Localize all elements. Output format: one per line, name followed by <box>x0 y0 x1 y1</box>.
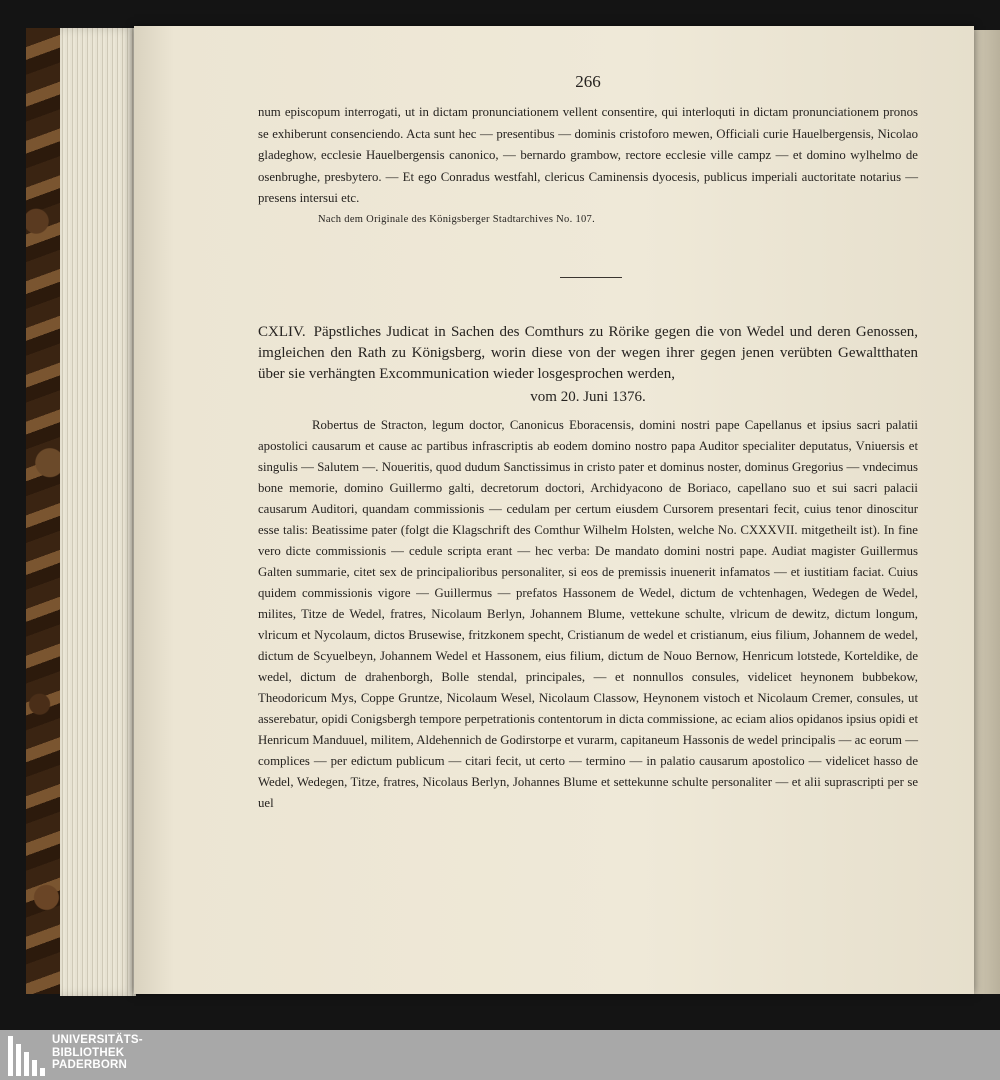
logo-line-2: BIBLIOTHEK <box>52 1046 125 1059</box>
book-cover-marbled-edge <box>26 28 62 994</box>
page-content <box>258 66 918 814</box>
section-heading <box>258 322 918 385</box>
top-paragraph: num episcopum interrogati, ut in dictam pronunciationem vellent consentire, qui interloquti in dictam pronunciationem pronos se exhiberunt consenciendo. Acta sunt hec — presentibus — dominis cristoforo mewen, Officiali curie Hauelbergensis, Nicolao gladeghow, ecclesie Hauelbergensis canonico, — bernardo grambow, rectore ecclesie ville campz — et domino wylhelmo de osenbrughe, presbytero. — Et ego Conradus westfahl, clericus Caminensis dyocesis, publicus imperiali auctoritate notarius — presens intersui etc. <box>258 105 918 206</box>
logo-line-1: UNIVERSITÄTS- <box>52 1034 143 1046</box>
next-page-edge <box>974 30 1000 994</box>
library-footer-bar <box>0 1030 1000 1080</box>
logo-line-3: PADERBORN <box>52 1059 128 1071</box>
body-text: Robertus de Stracton, legum doctor, Canonicus Eboracensis, domini nostri pape Capellanus et ipsius sacri palatii apostolici causarum et cause ac partibus infrascriptis ab eodem domino nostro papa Auditor specialiter deputatus, Vniuersis et singulis — Salutem —. Noueritis, quod dudum Sanctissimus in cristo pater et dominus noster, dominus Gregorius — vndecimus bone memorie, domino Guillermo galti, decretorum doctori, Archidyacono de Boriaco, capellano suo et sui sacri palacii causarum Auditori, quandam commissionis — cedulam per certum eiusdem Cursorem presentari fecit, cuius tenor dinoscitur esse talis: Beatissime pater (folgt die Klagschrift des Comthur Wilhelm Holsten, welche No. CXXXVII. mitgetheilt ist). In fine vero dicte commissionis — cedule scripta erant — hec verba: De mandato domini nostri pape. Audiat magister Guillermus Galten summarie, citet sex de principalioribus personaliter, si eos de premissis inuenerit infamatos — et iustitiam faciat. Cuius quidem commissionis vigore — Guillermus — prefatos Hassonem de Wedel, dictum de vchtenhagen, Wedegen de Wedel, milites, Titze de Wedel, fratres, Nicolaum Berlyn, Johannem Blume, vettekune schulte, vlricum de dewitz, dictum longum, vlricum et Nycolaum, dictos Brusewise, fritzkonem specht, Cristianum de wedel et cristianum, eius filium, Johannem de wedel, dictum de Scyuelbeyn, Johannem Wedel et Hassonem, eius filium, dictum de Nouo Bernow, Henricum lotstede, Korteldike, de wedel, dictum de drahenborgh, Bolle stendal, principales, — et nonnullos consules, videlicet heynonem bubbekow, Theodoricum Mys, Coppe Gruntze, Nicolaum Wesel, Nicolaum Classow, Heynonem vistoch et Nicolaum Cremer, consules, ut asserebatur, opidi Conigsbergh tempore perpetrationis contentorum in dicta commissione, ac eciam alios opidanos ipsius opidi et Henricum Manduuel, militem, Aldehennich de Godirstorpe et vurarm, capitaneum Hassonis de wedel principalis — ac eorum — complices — per edictum publicum — citari fecit, ut certo — termino — in palatio causarum apostolico — videlicet hasso de Wedel, Wedegen, Titze, fratres, Nicolaus Berlyn, Johannes Blume et settekunne schulte personaliter — et alii suprascripti per se uel <box>258 417 918 810</box>
section-title: Päpstliches Judicat in Sachen des Comthurs zu Rörike gegen die von Wedel und deren Genossen, imgleichen den Rath zu Königsberg, worin diese von der wegen ihrer gegen jenen verübten Gewaltthaten über sie verhängten Excommunication wieder losgesprochen werden, <box>258 323 918 382</box>
page-stack-edge <box>60 28 136 996</box>
section-number: CXLIV. <box>258 323 306 340</box>
section-date: vom 20. Juni 1376. <box>530 388 646 405</box>
page-number: 266 <box>575 72 601 91</box>
section-divider <box>560 277 622 278</box>
source-note: Nach dem Originale des Königsberger Stadtarchives No. 107. <box>318 213 596 225</box>
library-logo-text <box>52 1034 143 1072</box>
library-logo-icon <box>8 1036 48 1076</box>
